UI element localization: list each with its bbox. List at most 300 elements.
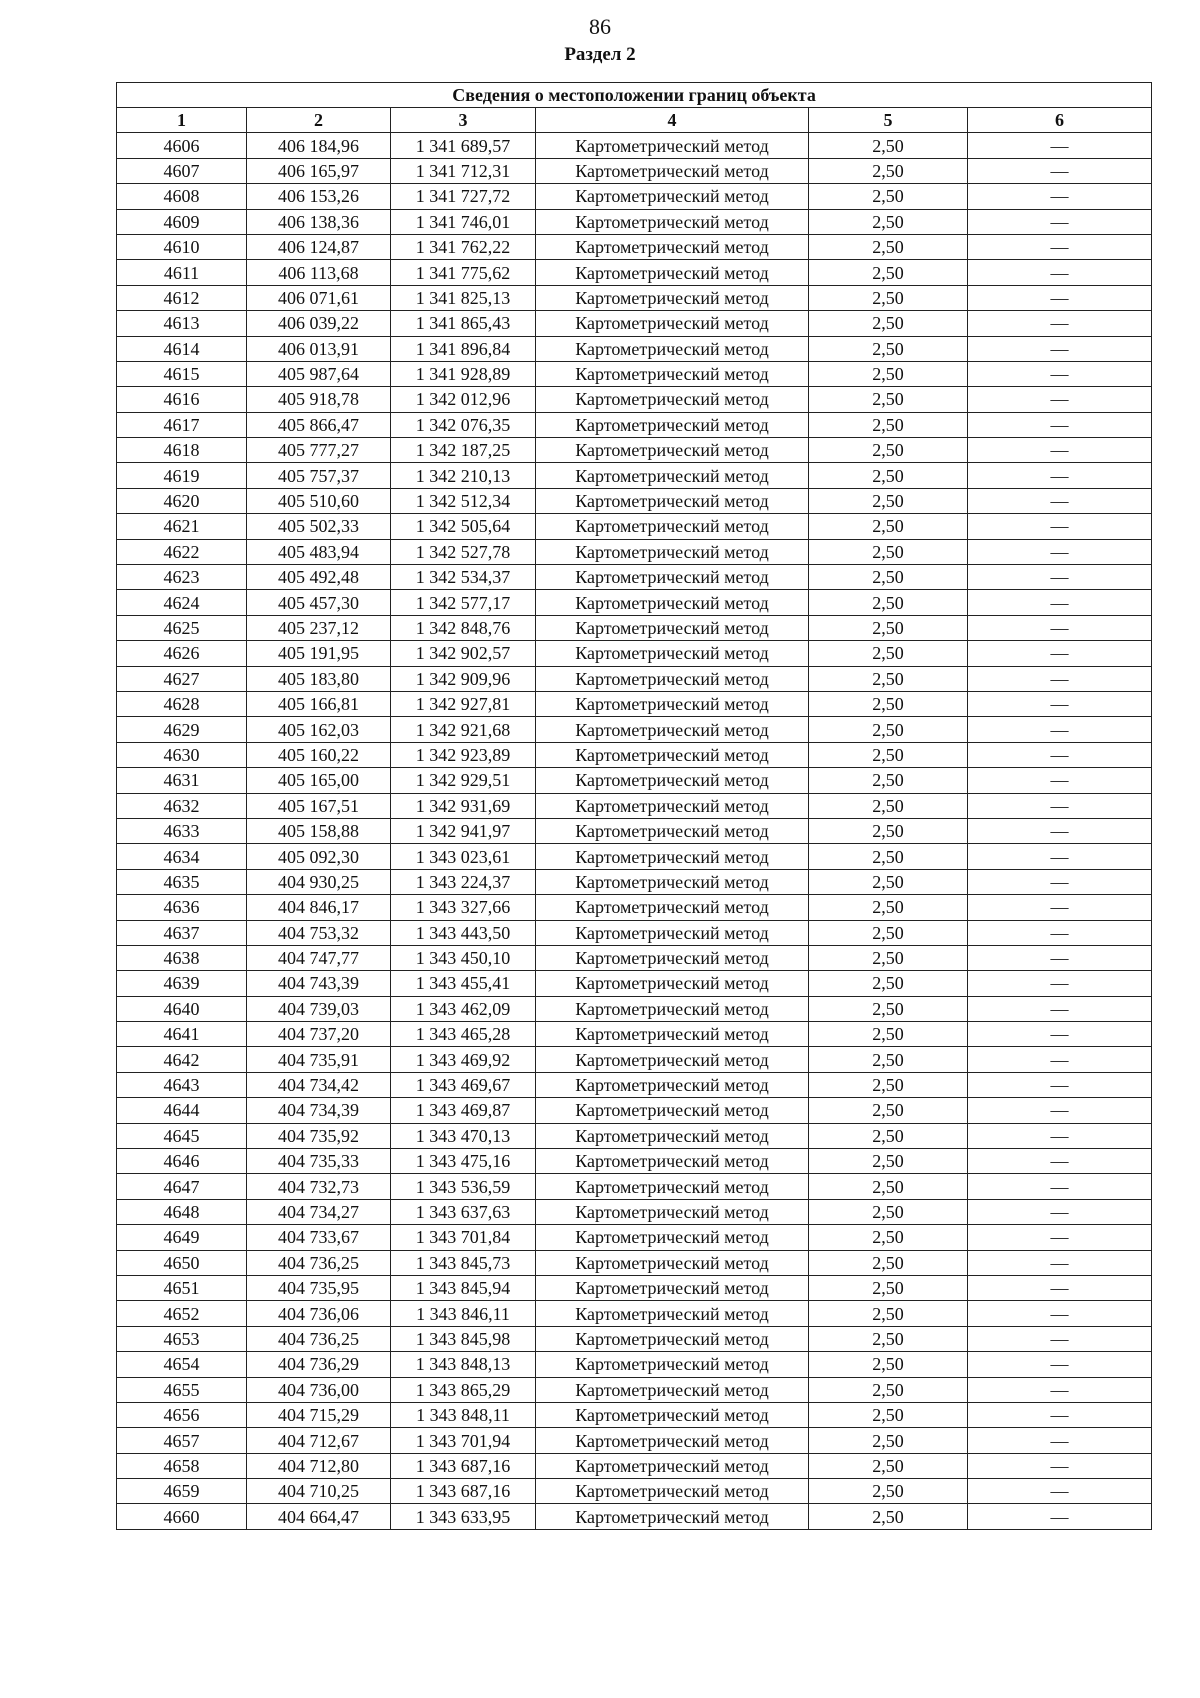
table-row — [117, 438, 1152, 463]
coordinate-x-cell: 404 734,42 — [247, 1072, 391, 1097]
description-cell: — — [968, 1301, 1152, 1326]
table-row — [117, 666, 1152, 691]
coordinate-x-cell: 404 715,29 — [247, 1402, 391, 1427]
method-cell: Картометрический метод — [536, 590, 809, 615]
coordinate-x-cell: 404 737,20 — [247, 1022, 391, 1047]
table-row — [117, 539, 1152, 564]
coordinate-x-cell: 404 710,25 — [247, 1479, 391, 1504]
coordinate-x-cell: 405 167,51 — [247, 793, 391, 818]
accuracy-cell: 2,50 — [809, 1098, 968, 1123]
point-number-cell: 4634 — [117, 844, 247, 869]
description-cell: — — [968, 844, 1152, 869]
accuracy-cell: 2,50 — [809, 260, 968, 285]
description-cell: — — [968, 1479, 1152, 1504]
point-number-cell: 4641 — [117, 1022, 247, 1047]
point-number-cell: 4658 — [117, 1453, 247, 1478]
table-row — [117, 996, 1152, 1021]
coordinate-y-cell: 1 342 012,96 — [391, 387, 536, 412]
description-cell: — — [968, 539, 1152, 564]
accuracy-cell: 2,50 — [809, 209, 968, 234]
method-cell: Картометрический метод — [536, 285, 809, 310]
coordinate-x-cell: 404 736,00 — [247, 1377, 391, 1402]
description-cell: — — [968, 1504, 1152, 1529]
coordinate-x-cell: 405 092,30 — [247, 844, 391, 869]
accuracy-cell: 2,50 — [809, 818, 968, 843]
coordinate-y-cell: 1 343 470,13 — [391, 1123, 536, 1148]
method-cell: Картометрический метод — [536, 666, 809, 691]
point-number-cell: 4635 — [117, 869, 247, 894]
description-cell: — — [968, 996, 1152, 1021]
coordinate-y-cell: 1 343 023,61 — [391, 844, 536, 869]
accuracy-cell: 2,50 — [809, 438, 968, 463]
method-cell: Картометрический метод — [536, 133, 809, 158]
table-row — [117, 818, 1152, 843]
accuracy-cell: 2,50 — [809, 996, 968, 1021]
point-number-cell: 4625 — [117, 615, 247, 640]
coordinate-x-cell: 405 777,27 — [247, 438, 391, 463]
coordinate-y-cell: 1 343 845,94 — [391, 1275, 536, 1300]
coordinate-x-cell: 404 747,77 — [247, 945, 391, 970]
accuracy-cell: 2,50 — [809, 514, 968, 539]
table-row — [117, 1072, 1152, 1097]
table-row — [117, 1047, 1152, 1072]
method-cell: Картометрический метод — [536, 1275, 809, 1300]
coordinate-y-cell: 1 343 465,28 — [391, 1022, 536, 1047]
table-row — [117, 793, 1152, 818]
accuracy-cell: 2,50 — [809, 1453, 968, 1478]
method-cell: Картометрический метод — [536, 539, 809, 564]
coordinate-y-cell: 1 342 512,34 — [391, 488, 536, 513]
coordinate-y-cell: 1 343 455,41 — [391, 971, 536, 996]
method-cell: Картометрический метод — [536, 565, 809, 590]
description-cell: — — [968, 920, 1152, 945]
table-row — [117, 514, 1152, 539]
coordinate-x-cell: 405 160,22 — [247, 742, 391, 767]
method-cell: Картометрический метод — [536, 641, 809, 666]
point-number-cell: 4655 — [117, 1377, 247, 1402]
point-number-cell: 4647 — [117, 1174, 247, 1199]
table-row — [117, 1326, 1152, 1351]
coordinate-y-cell: 1 342 076,35 — [391, 412, 536, 437]
description-cell: — — [968, 971, 1152, 996]
coordinate-y-cell: 1 343 443,50 — [391, 920, 536, 945]
coordinate-y-cell: 1 342 927,81 — [391, 691, 536, 716]
point-number-cell: 4613 — [117, 311, 247, 336]
coordinate-y-cell: 1 342 187,25 — [391, 438, 536, 463]
table-row — [117, 869, 1152, 894]
coordinate-y-cell: 1 341 825,13 — [391, 285, 536, 310]
point-number-cell: 4621 — [117, 514, 247, 539]
column-header-row — [117, 108, 1152, 133]
coordinate-y-cell: 1 343 450,10 — [391, 945, 536, 970]
point-number-cell: 4612 — [117, 285, 247, 310]
coordinate-y-cell: 1 342 931,69 — [391, 793, 536, 818]
method-cell: Картометрический метод — [536, 412, 809, 437]
method-cell: Картометрический метод — [536, 488, 809, 513]
coordinate-x-cell: 406 153,26 — [247, 184, 391, 209]
table-row — [117, 691, 1152, 716]
table-caption-row — [117, 83, 1152, 108]
coordinate-y-cell: 1 342 848,76 — [391, 615, 536, 640]
method-cell: Картометрический метод — [536, 1123, 809, 1148]
accuracy-cell: 2,50 — [809, 311, 968, 336]
table-row — [117, 488, 1152, 513]
coordinate-y-cell: 1 343 845,98 — [391, 1326, 536, 1351]
coordinate-x-cell: 404 736,29 — [247, 1352, 391, 1377]
description-cell: — — [968, 412, 1152, 437]
table-row — [117, 742, 1152, 767]
description-cell: — — [968, 438, 1152, 463]
coordinate-x-cell: 405 158,88 — [247, 818, 391, 843]
method-cell: Картометрический метод — [536, 818, 809, 843]
description-cell: — — [968, 133, 1152, 158]
table-row — [117, 1352, 1152, 1377]
description-cell: — — [968, 1123, 1152, 1148]
coordinate-y-cell: 1 342 929,51 — [391, 768, 536, 793]
table-row — [117, 1250, 1152, 1275]
point-number-cell: 4620 — [117, 488, 247, 513]
table-row — [117, 945, 1152, 970]
boundary-coordinates-table — [116, 82, 1152, 1530]
coordinate-x-cell: 405 987,64 — [247, 361, 391, 386]
method-cell: Картометрический метод — [536, 742, 809, 767]
description-cell: — — [968, 742, 1152, 767]
table-row — [117, 920, 1152, 945]
table-row — [117, 971, 1152, 996]
coordinate-y-cell: 1 343 633,95 — [391, 1504, 536, 1529]
description-cell: — — [968, 1098, 1152, 1123]
method-cell: Картометрический метод — [536, 1301, 809, 1326]
description-cell: — — [968, 945, 1152, 970]
coordinate-y-cell: 1 341 746,01 — [391, 209, 536, 234]
point-number-cell: 4636 — [117, 895, 247, 920]
accuracy-cell: 2,50 — [809, 945, 968, 970]
accuracy-cell: 2,50 — [809, 1123, 968, 1148]
method-cell: Картометрический метод — [536, 1479, 809, 1504]
accuracy-cell: 2,50 — [809, 1047, 968, 1072]
method-cell: Картометрический метод — [536, 920, 809, 945]
point-number-cell: 4645 — [117, 1123, 247, 1148]
point-number-cell: 4614 — [117, 336, 247, 361]
description-cell: — — [968, 1250, 1152, 1275]
accuracy-cell: 2,50 — [809, 666, 968, 691]
table-row — [117, 1479, 1152, 1504]
method-cell: Картометрический метод — [536, 1428, 809, 1453]
point-number-cell: 4651 — [117, 1275, 247, 1300]
method-cell: Картометрический метод — [536, 1402, 809, 1427]
coordinate-x-cell: 404 736,25 — [247, 1250, 391, 1275]
method-cell: Картометрический метод — [536, 869, 809, 894]
point-number-cell: 4615 — [117, 361, 247, 386]
table-row — [117, 1225, 1152, 1250]
table-row — [117, 285, 1152, 310]
point-number-cell: 4618 — [117, 438, 247, 463]
accuracy-cell: 2,50 — [809, 1072, 968, 1097]
description-cell: — — [968, 793, 1152, 818]
table-row — [117, 895, 1152, 920]
description-cell: — — [968, 1199, 1152, 1224]
description-cell: — — [968, 1225, 1152, 1250]
description-cell: — — [968, 1428, 1152, 1453]
point-number-cell: 4654 — [117, 1352, 247, 1377]
table-body — [117, 133, 1152, 1529]
table-row — [117, 1275, 1152, 1300]
column-header: 3 — [391, 108, 536, 133]
column-header: 5 — [809, 108, 968, 133]
accuracy-cell: 2,50 — [809, 1377, 968, 1402]
method-cell: Картометрический метод — [536, 945, 809, 970]
point-number-cell: 4627 — [117, 666, 247, 691]
column-header: 1 — [117, 108, 247, 133]
table-row — [117, 1377, 1152, 1402]
coordinate-x-cell: 404 734,39 — [247, 1098, 391, 1123]
table-row — [117, 412, 1152, 437]
point-number-cell: 4639 — [117, 971, 247, 996]
accuracy-cell: 2,50 — [809, 1250, 968, 1275]
coordinate-y-cell: 1 342 534,37 — [391, 565, 536, 590]
accuracy-cell: 2,50 — [809, 1504, 968, 1529]
table-caption: Сведения о местоположении границ объекта — [117, 83, 1152, 108]
coordinate-x-cell: 405 918,78 — [247, 387, 391, 412]
point-number-cell: 4656 — [117, 1402, 247, 1427]
coordinate-y-cell: 1 341 727,72 — [391, 184, 536, 209]
coordinate-x-cell: 405 191,95 — [247, 641, 391, 666]
point-number-cell: 4638 — [117, 945, 247, 970]
coordinate-x-cell: 404 753,32 — [247, 920, 391, 945]
point-number-cell: 4640 — [117, 996, 247, 1021]
coordinate-x-cell: 405 237,12 — [247, 615, 391, 640]
accuracy-cell: 2,50 — [809, 1275, 968, 1300]
description-cell: — — [968, 895, 1152, 920]
coordinate-x-cell: 406 113,68 — [247, 260, 391, 285]
description-cell: — — [968, 1377, 1152, 1402]
point-number-cell: 4616 — [117, 387, 247, 412]
description-cell: — — [968, 1402, 1152, 1427]
point-number-cell: 4632 — [117, 793, 247, 818]
table-row — [117, 844, 1152, 869]
coordinate-y-cell: 1 341 928,89 — [391, 361, 536, 386]
point-number-cell: 4626 — [117, 641, 247, 666]
accuracy-cell: 2,50 — [809, 1402, 968, 1427]
accuracy-cell: 2,50 — [809, 869, 968, 894]
coordinate-y-cell: 1 342 527,78 — [391, 539, 536, 564]
description-cell: — — [968, 285, 1152, 310]
coordinate-x-cell: 404 735,33 — [247, 1149, 391, 1174]
table-row — [117, 1123, 1152, 1148]
coordinate-x-cell: 404 743,39 — [247, 971, 391, 996]
coordinate-x-cell: 405 183,80 — [247, 666, 391, 691]
coordinate-y-cell: 1 343 475,16 — [391, 1149, 536, 1174]
accuracy-cell: 2,50 — [809, 1479, 968, 1504]
point-number-cell: 4610 — [117, 234, 247, 259]
coordinate-x-cell: 405 502,33 — [247, 514, 391, 539]
accuracy-cell: 2,50 — [809, 488, 968, 513]
description-cell: — — [968, 311, 1152, 336]
method-cell: Картометрический метод — [536, 1072, 809, 1097]
method-cell: Картометрический метод — [536, 1504, 809, 1529]
coordinate-x-cell: 404 846,17 — [247, 895, 391, 920]
method-cell: Картометрический метод — [536, 234, 809, 259]
accuracy-cell: 2,50 — [809, 184, 968, 209]
coordinate-x-cell: 405 757,37 — [247, 463, 391, 488]
table-row — [117, 641, 1152, 666]
coordinate-y-cell: 1 343 845,73 — [391, 1250, 536, 1275]
coordinate-y-cell: 1 341 689,57 — [391, 133, 536, 158]
coordinate-x-cell: 406 124,87 — [247, 234, 391, 259]
table-row — [117, 1504, 1152, 1529]
accuracy-cell: 2,50 — [809, 463, 968, 488]
description-cell: — — [968, 336, 1152, 361]
point-number-cell: 4630 — [117, 742, 247, 767]
coordinate-y-cell: 1 343 224,37 — [391, 869, 536, 894]
coordinate-y-cell: 1 342 941,97 — [391, 818, 536, 843]
coordinate-x-cell: 406 138,36 — [247, 209, 391, 234]
accuracy-cell: 2,50 — [809, 971, 968, 996]
point-number-cell: 4650 — [117, 1250, 247, 1275]
coordinate-y-cell: 1 343 701,94 — [391, 1428, 536, 1453]
method-cell: Картометрический метод — [536, 463, 809, 488]
description-cell: — — [968, 387, 1152, 412]
coordinate-x-cell: 404 734,27 — [247, 1199, 391, 1224]
description-cell: — — [968, 1275, 1152, 1300]
table-row — [117, 1199, 1152, 1224]
table-row — [117, 234, 1152, 259]
method-cell: Картометрический метод — [536, 1047, 809, 1072]
table-row — [117, 590, 1152, 615]
point-number-cell: 4629 — [117, 717, 247, 742]
method-cell: Картометрический метод — [536, 387, 809, 412]
description-cell: — — [968, 488, 1152, 513]
coordinate-y-cell: 1 343 701,84 — [391, 1225, 536, 1250]
accuracy-cell: 2,50 — [809, 844, 968, 869]
point-number-cell: 4657 — [117, 1428, 247, 1453]
method-cell: Картометрический метод — [536, 184, 809, 209]
table-row — [117, 1174, 1152, 1199]
point-number-cell: 4649 — [117, 1225, 247, 1250]
method-cell: Картометрический метод — [536, 1098, 809, 1123]
accuracy-cell: 2,50 — [809, 691, 968, 716]
accuracy-cell: 2,50 — [809, 717, 968, 742]
coordinate-y-cell: 1 342 923,89 — [391, 742, 536, 767]
description-cell: — — [968, 1453, 1152, 1478]
method-cell: Картометрический метод — [536, 514, 809, 539]
point-number-cell: 4644 — [117, 1098, 247, 1123]
coordinate-y-cell: 1 343 536,59 — [391, 1174, 536, 1199]
method-cell: Картометрический метод — [536, 1022, 809, 1047]
coordinate-x-cell: 405 866,47 — [247, 412, 391, 437]
accuracy-cell: 2,50 — [809, 361, 968, 386]
accuracy-cell: 2,50 — [809, 234, 968, 259]
coordinate-x-cell: 404 735,91 — [247, 1047, 391, 1072]
accuracy-cell: 2,50 — [809, 336, 968, 361]
method-cell: Картометрический метод — [536, 717, 809, 742]
accuracy-cell: 2,50 — [809, 387, 968, 412]
accuracy-cell: 2,50 — [809, 1301, 968, 1326]
coordinate-x-cell: 406 071,61 — [247, 285, 391, 310]
coordinate-y-cell: 1 342 902,57 — [391, 641, 536, 666]
table-row — [117, 1301, 1152, 1326]
accuracy-cell: 2,50 — [809, 158, 968, 183]
point-number-cell: 4652 — [117, 1301, 247, 1326]
section-title: Раздел 2 — [564, 44, 636, 65]
accuracy-cell: 2,50 — [809, 412, 968, 437]
accuracy-cell: 2,50 — [809, 1022, 968, 1047]
coordinate-x-cell: 404 735,92 — [247, 1123, 391, 1148]
point-number-cell: 4653 — [117, 1326, 247, 1351]
coordinate-x-cell: 405 483,94 — [247, 539, 391, 564]
coordinate-x-cell: 404 736,06 — [247, 1301, 391, 1326]
description-cell: — — [968, 818, 1152, 843]
description-cell: — — [968, 234, 1152, 259]
description-cell: — — [968, 1149, 1152, 1174]
description-cell: — — [968, 514, 1152, 539]
table-row — [117, 1428, 1152, 1453]
table-row — [117, 184, 1152, 209]
description-cell: — — [968, 691, 1152, 716]
accuracy-cell: 2,50 — [809, 285, 968, 310]
coordinate-x-cell: 406 184,96 — [247, 133, 391, 158]
method-cell: Картометрический метод — [536, 260, 809, 285]
point-number-cell: 4622 — [117, 539, 247, 564]
description-cell: — — [968, 1352, 1152, 1377]
coordinate-y-cell: 1 343 848,11 — [391, 1402, 536, 1427]
coordinate-x-cell: 405 457,30 — [247, 590, 391, 615]
description-cell: — — [968, 361, 1152, 386]
table-row — [117, 260, 1152, 285]
table-row — [117, 1098, 1152, 1123]
coordinate-y-cell: 1 341 762,22 — [391, 234, 536, 259]
method-cell: Картометрический метод — [536, 844, 809, 869]
coordinate-y-cell: 1 343 637,63 — [391, 1199, 536, 1224]
description-cell: — — [968, 666, 1152, 691]
accuracy-cell: 2,50 — [809, 1225, 968, 1250]
description-cell: — — [968, 641, 1152, 666]
table-row — [117, 1149, 1152, 1174]
description-cell: — — [968, 1072, 1152, 1097]
coordinate-x-cell: 405 492,48 — [247, 565, 391, 590]
accuracy-cell: 2,50 — [809, 1149, 968, 1174]
coordinate-y-cell: 1 343 469,67 — [391, 1072, 536, 1097]
point-number-cell: 4628 — [117, 691, 247, 716]
method-cell: Картометрический метод — [536, 793, 809, 818]
accuracy-cell: 2,50 — [809, 1199, 968, 1224]
coordinate-y-cell: 1 342 210,13 — [391, 463, 536, 488]
description-cell: — — [968, 615, 1152, 640]
table-row — [117, 209, 1152, 234]
method-cell: Картометрический метод — [536, 158, 809, 183]
point-number-cell: 4631 — [117, 768, 247, 793]
table-row — [117, 311, 1152, 336]
table-row — [117, 336, 1152, 361]
coordinate-x-cell: 405 165,00 — [247, 768, 391, 793]
point-number-cell: 4642 — [117, 1047, 247, 1072]
method-cell: Картометрический метод — [536, 768, 809, 793]
description-cell: — — [968, 209, 1152, 234]
accuracy-cell: 2,50 — [809, 793, 968, 818]
coordinate-y-cell: 1 341 865,43 — [391, 311, 536, 336]
coordinate-x-cell: 404 712,67 — [247, 1428, 391, 1453]
description-cell: — — [968, 158, 1152, 183]
coordinate-x-cell: 404 735,95 — [247, 1275, 391, 1300]
column-header: 2 — [247, 108, 391, 133]
coordinate-x-cell: 405 166,81 — [247, 691, 391, 716]
description-cell: — — [968, 463, 1152, 488]
coordinate-y-cell: 1 343 469,87 — [391, 1098, 536, 1123]
method-cell: Картометрический метод — [536, 1352, 809, 1377]
method-cell: Картометрический метод — [536, 1225, 809, 1250]
table-row — [117, 463, 1152, 488]
table-row — [117, 1453, 1152, 1478]
